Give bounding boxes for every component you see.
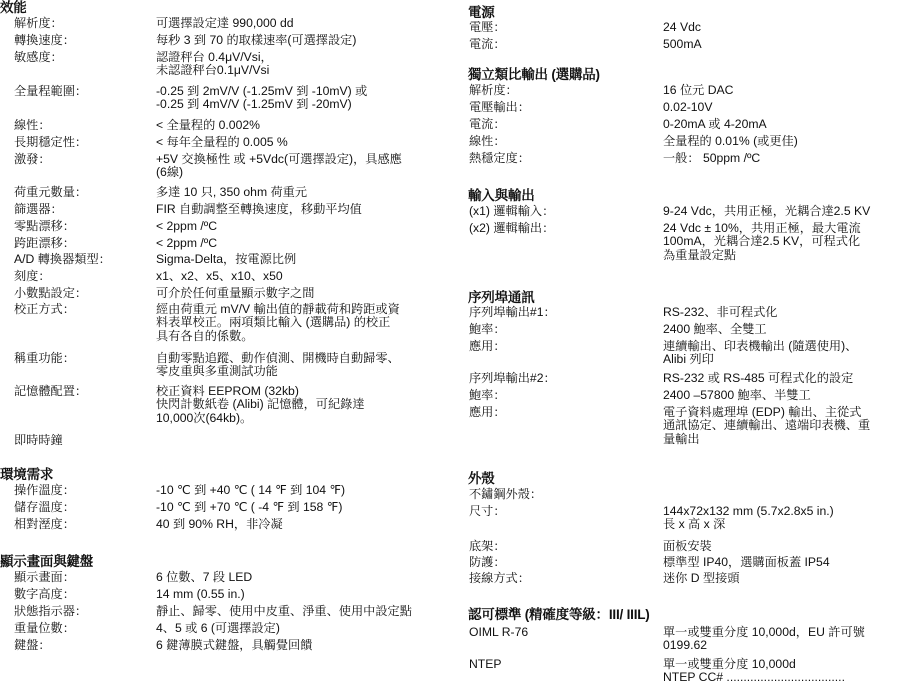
spec-value: 校正資料 EEPROM (32kb) 快閃計數紙卷 (Alibi) 記憶體，可紀錄達 10,000次(64kb)。 <box>156 384 365 425</box>
spec-value: 6 位數、7 段 LED <box>156 570 253 584</box>
spec-value: Sigma-Delta，按電源比例 <box>156 252 297 266</box>
spec-label: 刻度： <box>14 269 51 283</box>
spec-label: 應用： <box>469 405 506 419</box>
section-heading: 環境需求 <box>0 467 54 482</box>
section-heading: 認可標準 (精確度等級：III/ IIIL) <box>468 607 650 622</box>
spec-value: < 2ppm /ºC <box>156 219 218 233</box>
spec-value: 單一或雙重分度 10,000d，EU 許可號 0199.62 <box>663 625 865 653</box>
spec-value: x1、x2、x5、x10、x50 <box>156 269 283 283</box>
spec-value: 單一或雙重分度 10,000d NTEP CC# ................................... <box>663 657 845 685</box>
spec-label: 稱重功能： <box>14 351 75 365</box>
spec-label: 顯示畫面： <box>14 570 75 584</box>
spec-value: 2400 –57800 鮑率、半雙工 <box>663 388 811 402</box>
spec-value: 14 mm (0.55 in.) <box>156 587 245 601</box>
spec-label: 熱穩定度： <box>469 151 530 165</box>
spec-value: 認證秤台 0.4μV/Vsi， 未認證秤台0.1μV/Vsi <box>156 50 273 78</box>
spec-value: 500mA <box>663 37 702 51</box>
spec-label: 線性： <box>14 118 51 132</box>
spec-label: 即時時鐘 <box>14 433 63 447</box>
spec-value: 16 位元 DAC <box>663 83 734 97</box>
spec-value: < 每年全量程的 0.005 % <box>156 135 288 149</box>
spec-label: 全量程範圍： <box>14 84 88 98</box>
spec-label: 重量位數： <box>14 621 75 635</box>
spec-value: 24 Vdc ± 10%，共用正極，最大電流 100mA，光耦合達2.5 KV，可程式化 為重量設定點 <box>663 221 861 262</box>
spec-label: 應用： <box>469 339 506 353</box>
spec-label: 防護： <box>469 555 506 569</box>
spec-label: 零點漂移： <box>14 219 75 233</box>
spec-value: +5V 交換極性 或 +5Vdc(可選擇設定)，具感應 (6線) <box>156 152 402 180</box>
spec-label: 線性： <box>469 134 506 148</box>
spec-label: 長期穩定性： <box>14 135 88 149</box>
spec-value: 靜止、歸零、使用中皮重、淨重、使用中設定點 <box>156 604 412 618</box>
spec-label: 荷重元數量： <box>14 185 88 199</box>
spec-value: 6 鍵薄膜式鍵盤，具觸覺回饋 <box>156 638 313 652</box>
spec-value: 144x72x132 mm (5.7x2.8x5 in.) 長 x 高 x 深 <box>663 504 834 532</box>
spec-value: 9-24 Vdc，共用正極，光耦合達2.5 KV <box>663 204 871 218</box>
spec-value: FIR 自動調整至轉換速度，移動平均值 <box>156 202 362 216</box>
spec-label: 記憶體配置： <box>14 384 88 398</box>
spec-label: 接線方式： <box>469 571 530 585</box>
spec-value: 自動零點追蹤、動作偵測、開機時自動歸零、 零皮重與多重測試功能 <box>156 351 400 379</box>
spec-label: A/D 轉換器類型： <box>14 252 111 266</box>
spec-value: RS-232 或 RS-485 可程式化的設定 <box>663 371 854 385</box>
spec-value: 連續輸出、印表機輸出 (隨選使用)、 Alibi 列印 <box>663 339 858 367</box>
spec-value: 經由荷重元 mV/V 輸出值的靜載荷和跨距或資 料表單校正。兩項類比輸入 (選購品) 的校正 具有各自的係數。 <box>156 302 400 343</box>
section-heading: 獨立類比輸出 (選購品) <box>468 67 600 82</box>
spec-label: 篩選器： <box>14 202 63 216</box>
spec-value: 0-20mA 或 4-20mA <box>663 117 767 131</box>
spec-label: 鍵盤： <box>14 638 51 652</box>
spec-value: 電子資料處理埠 (EDP) 輸出、主從式 通訊協定、連續輸出、遠端印表機、重 量輸出 <box>663 405 871 446</box>
spec-value: -10 ℃ 到 +40 ℃ ( 14 ℉ 到 104 ℉) <box>156 483 346 497</box>
section-heading: 顯示畫面與鍵盤 <box>0 554 94 569</box>
spec-label: 序列埠輸出#2： <box>469 371 556 385</box>
spec-value: 4、5 或 6 (可選擇設定) <box>156 621 280 635</box>
spec-value: 可介於任何重量顯示數字之間 <box>156 286 315 300</box>
section-heading: 輸入與輸出 <box>468 188 535 203</box>
spec-value: < 2ppm /ºC <box>156 236 218 250</box>
spec-value: < 全量程的 0.002% <box>156 118 260 132</box>
spec-label: 電流： <box>469 117 506 131</box>
spec-label: 電壓： <box>469 20 506 34</box>
spec-label: 跨距漂移： <box>14 236 75 250</box>
spec-value: 2400 鮑率、全雙工 <box>663 322 767 336</box>
spec-value: RS-232、非可程式化 <box>663 305 778 319</box>
spec-label: 小數點設定： <box>14 286 88 300</box>
spec-value: 24 Vdc <box>663 20 701 34</box>
spec-label: 鮑率： <box>469 388 506 402</box>
spec-label: 不鏽鋼外殼： <box>469 487 543 501</box>
spec-label: 底架： <box>469 539 506 553</box>
spec-label: OIML R-76 <box>469 625 529 639</box>
spec-label: (x2) 邏輯輸出： <box>469 221 555 235</box>
section-heading: 外殼 <box>468 471 495 486</box>
spec-label: 序列埠輸出#1： <box>469 305 556 319</box>
spec-value: 面板安裝 <box>663 539 712 553</box>
spec-label: 操作溫度： <box>14 483 75 497</box>
section-heading: 效能 <box>0 0 27 15</box>
section-heading: 序列埠通訊 <box>468 290 535 305</box>
spec-label: 儲存溫度： <box>14 500 75 514</box>
spec-label: (x1) 邏輯輸入： <box>469 204 555 218</box>
spec-label: 數字高度： <box>14 587 75 601</box>
spec-value: 標準型 IP40，選購面板蓋 IP54 <box>663 555 830 569</box>
spec-value: 全量程的 0.01% (或更佳) <box>663 134 798 148</box>
spec-label: 解析度： <box>469 83 518 97</box>
spec-label: 敏感度： <box>14 50 63 64</box>
spec-value: 迷你 D 型接頭 <box>663 571 740 585</box>
spec-value: 0.02-10V <box>663 100 713 114</box>
spec-label: 相對溼度： <box>14 517 75 531</box>
spec-label: 校正方式： <box>14 302 75 316</box>
spec-value: 40 到 90% RH，非冷凝 <box>156 517 283 531</box>
spec-label: 鮑率： <box>469 322 506 336</box>
section-heading: 電源 <box>468 5 495 20</box>
spec-label: 狀態指示器： <box>14 604 88 618</box>
spec-value: 每秒 3 到 70 的取樣速率(可選擇設定) <box>156 33 357 47</box>
spec-label: 激發： <box>14 152 51 166</box>
spec-value: -10 ℃ 到 +70 ℃ ( -4 ℉ 到 158 ℉) <box>156 500 343 514</box>
spec-label: 轉換速度： <box>14 33 75 47</box>
spec-label: 電流： <box>469 37 506 51</box>
spec-value: 可選擇設定達 990,000 dd <box>156 16 294 30</box>
spec-value: 一般： 50ppm /ºC <box>663 151 761 165</box>
spec-value: 多達 10 只, 350 ohm 荷重元 <box>156 185 308 199</box>
spec-label: 尺寸： <box>469 504 506 518</box>
spec-value: -0.25 到 2mV/V (-1.25mV 到 -10mV) 或 -0.25 到 4mV/V (-1.25mV 到 -20mV) <box>156 84 368 112</box>
spec-label: 解析度： <box>14 16 63 30</box>
spec-label: 電壓輸出： <box>469 100 530 114</box>
spec-label: NTEP <box>469 657 502 671</box>
